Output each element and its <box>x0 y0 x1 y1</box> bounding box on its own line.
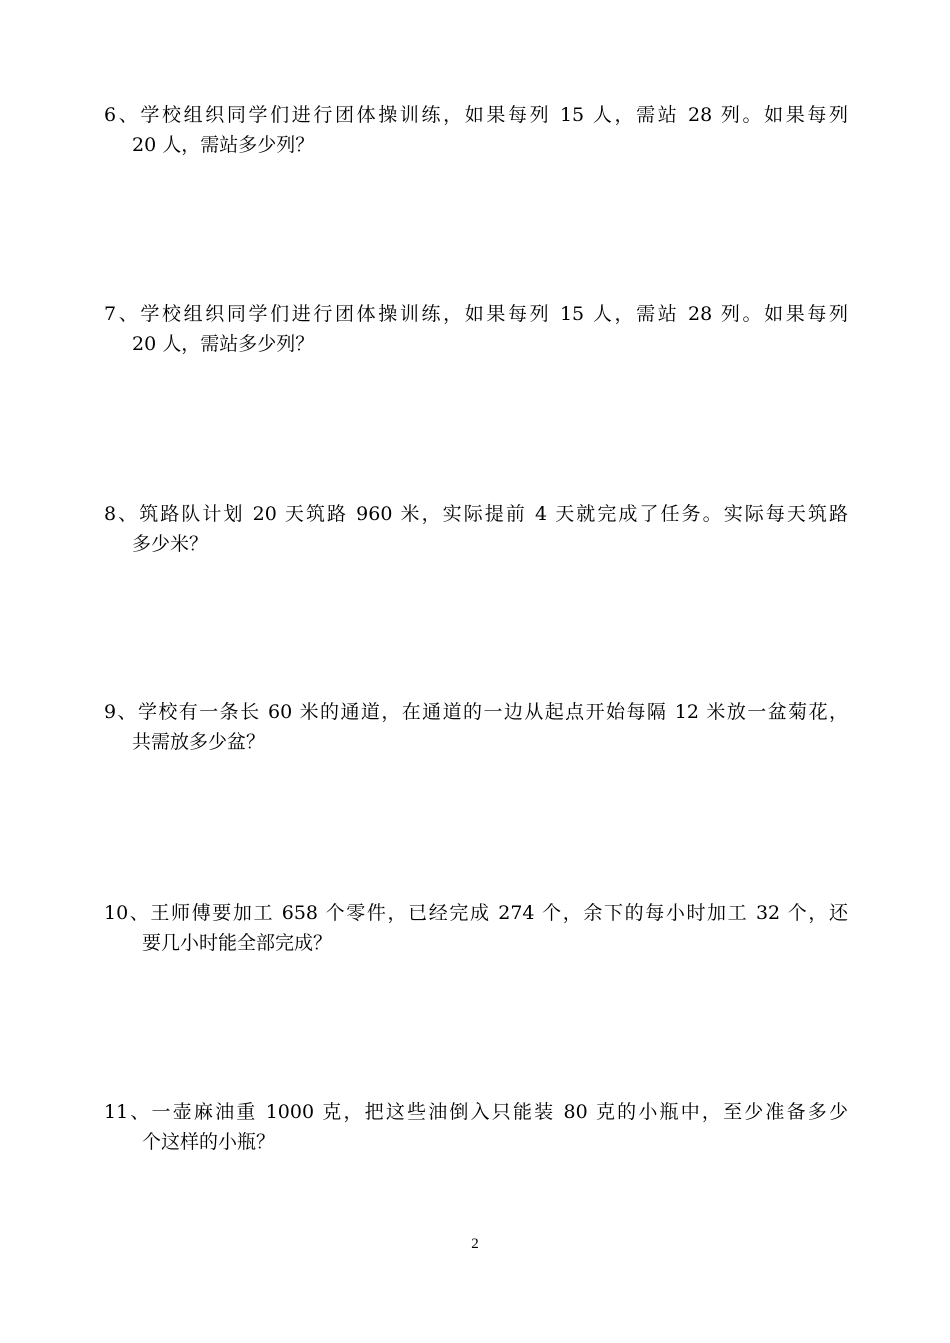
problem-8-line-1: 8、筑路队计划 20 天筑路 960 米，实际提前 4 天就完成了任务。实际每天筑路 <box>104 503 848 525</box>
problem-7-line-1: 7、学校组织同学们进行团体操训练，如果每列 15 人，需站 28 列。如果每列 <box>104 303 848 325</box>
problem-9-line-2: 共需放多少盆？ <box>132 731 266 753</box>
problem-7 <box>104 299 848 359</box>
problem-9 <box>104 697 848 757</box>
problem-11 <box>104 1097 848 1157</box>
problem-10-line-1: 10、王师傅要加工 658 个零件，已经完成 274 个，余下的每小时加工 32 个，还 <box>104 902 848 924</box>
problem-6-line-2: 20 人，需站多少列？ <box>132 134 315 156</box>
problem-11-line-2: 个这样的小瓶？ <box>142 1131 276 1153</box>
problem-9-line-1: 9、学校有一条长 60 米的通道，在通道的一边从起点开始每隔 12 米放一盆菊花， <box>104 701 848 723</box>
page-number: 2 <box>471 1236 479 1252</box>
problem-10 <box>104 898 848 958</box>
problem-6 <box>104 100 848 160</box>
problem-11-line-1: 11、一壶麻油重 1000 克，把这些油倒入只能装 80 克的小瓶中，至少准备多少 <box>104 1101 848 1123</box>
problem-6-line-1: 6、学校组织同学们进行团体操训练，如果每列 15 人，需站 28 列。如果每列 <box>104 104 848 126</box>
problem-8 <box>104 499 848 559</box>
problem-8-line-2: 多少米？ <box>132 533 209 555</box>
problem-7-line-2: 20 人，需站多少列？ <box>132 333 315 355</box>
problem-10-line-2: 要几小时能全部完成？ <box>142 932 333 954</box>
